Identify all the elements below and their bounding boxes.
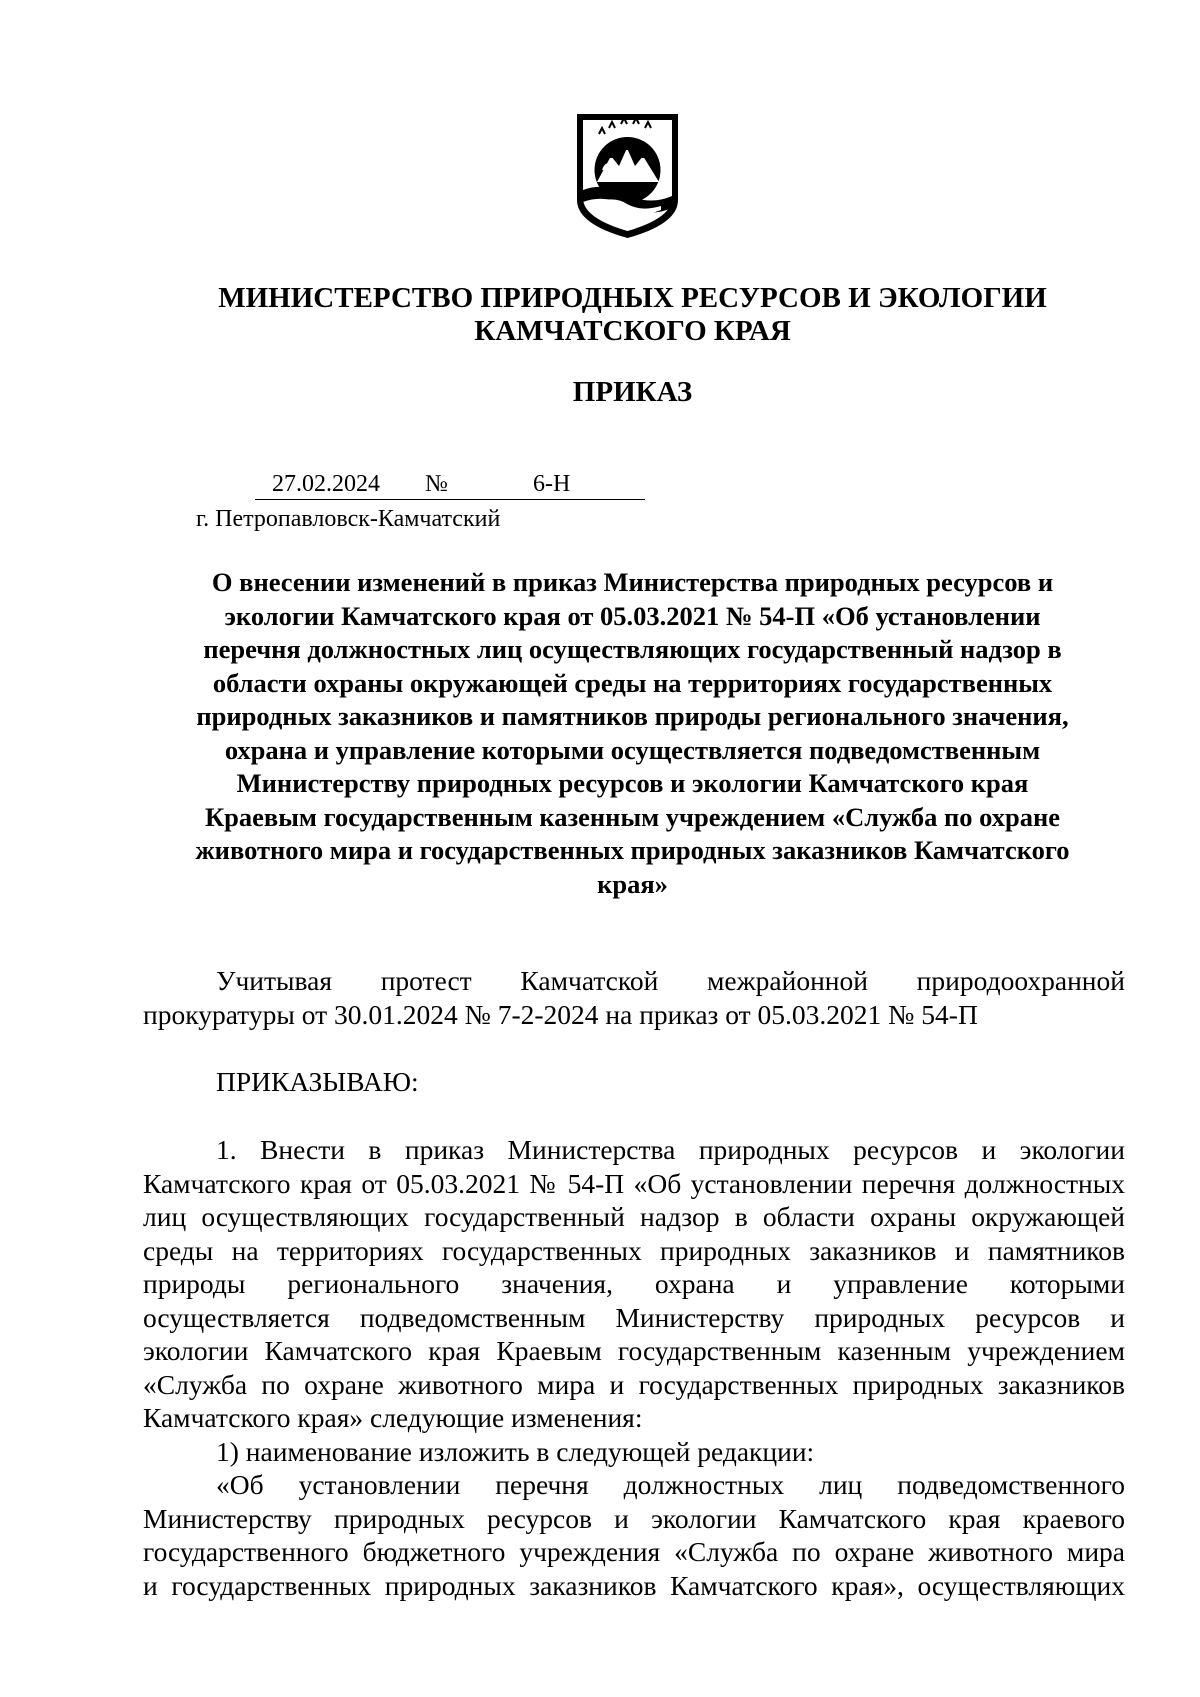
- subject-line: охрана и управление которыми осуществляется подведомственным: [224, 734, 1041, 765]
- subject-line: животного мира и государственных природных заказников Камчатского: [195, 835, 1070, 865]
- subitem-line: 1) наименование изложить в следующей редакции:: [216, 1435, 815, 1467]
- paragraph-line: Камчатского края» следующие изменения:: [143, 1402, 643, 1433]
- paragraph-line: 1. Внести в приказ Министерства природных ресурсов и экологии: [216, 1134, 1125, 1165]
- paragraph-line: лиц осуществляющих государственный надзор в области охраны окружающей: [143, 1201, 1125, 1232]
- kamchatka-coat-of-arms-icon: [575, 112, 680, 240]
- subject-line: Краевым государственным казенным учреждением «Служба по охране: [204, 801, 1061, 832]
- basis-paragraph: [143, 964, 1125, 1031]
- registration-number: 6-Н: [533, 471, 571, 497]
- subject-line: природных заказников и памятников природы регионального значения,: [196, 701, 1069, 731]
- paragraph-line: Министерству природных ресурсов и экологии Камчатского края краевого: [143, 1502, 1125, 1534]
- paragraph-line: Камчатского края от 05.03.2021 № 54-П «Об установлении перечня должностных: [143, 1167, 1125, 1199]
- subject-line: перечня должностных лиц осуществляющих государственный надзор в: [203, 634, 1062, 664]
- paragraph-line: и государственных природных заказников Камчатского края», осуществляющих: [143, 1569, 1125, 1601]
- subject-line: экологии Камчатского края от 05.03.2021 № 54-П «Об установлении: [224, 600, 1041, 631]
- subject-line: Министерству природных ресурсов и экологии Камчатского края: [236, 768, 1029, 798]
- subject-line: края»: [597, 868, 668, 899]
- paragraph-line: «Об установлении перечня должностных лиц подведомственного: [216, 1469, 1125, 1500]
- registration-date: 27.02.2024: [272, 471, 380, 497]
- paragraph-line: экологии Камчатского края Краевым государственным казенным учреждением: [143, 1335, 1125, 1366]
- paragraph-line: природы регионального значения, охрана и управление которыми: [143, 1268, 1125, 1299]
- paragraph-line: осуществляется подведомственным Министерству природных ресурсов и: [143, 1301, 1125, 1333]
- registration-underline: [255, 499, 645, 500]
- subject-line: области охраны окружающей среды на территориях государственных: [212, 667, 1053, 698]
- org-name-line-1: МИНИСТЕРСТВО ПРИРОДНЫХ РЕСУРСОВ И ЭКОЛОГИИ: [218, 282, 1047, 314]
- issue-city: г. Петропавловск-Камчатский: [196, 506, 501, 532]
- paragraph-line: среды на территориях государственных природных заказников и памятников: [143, 1234, 1125, 1266]
- subject-line: О внесении изменений в приказ Министерства природных ресурсов и: [211, 567, 1054, 597]
- order-directive: [143, 1065, 1125, 1099]
- registration-number-sign: №: [425, 471, 448, 497]
- paragraph-line: «Служба по охране животного мира и государственных природных заказников: [143, 1368, 1125, 1400]
- item-1-paragraph: [143, 1133, 1125, 1602]
- order-word: ПРИКАЗЫВАЮ:: [216, 1066, 419, 1097]
- paragraph-line: Учитывая протест Камчатской межрайонной природоохранной: [216, 965, 1125, 996]
- paragraph-line: прокуратуры от 30.01.2024 № 7-2-2024 на приказ от 05.03.2021 № 54-П: [143, 998, 978, 1030]
- org-name-line-2: КАМЧАТСКОГО КРАЯ: [474, 315, 791, 347]
- document-type-title: ПРИКАЗ: [572, 376, 693, 408]
- paragraph-line: государственного бюджетного учреждения «Служба по охране животного мира: [143, 1536, 1125, 1567]
- order-subject: [145, 566, 1120, 901]
